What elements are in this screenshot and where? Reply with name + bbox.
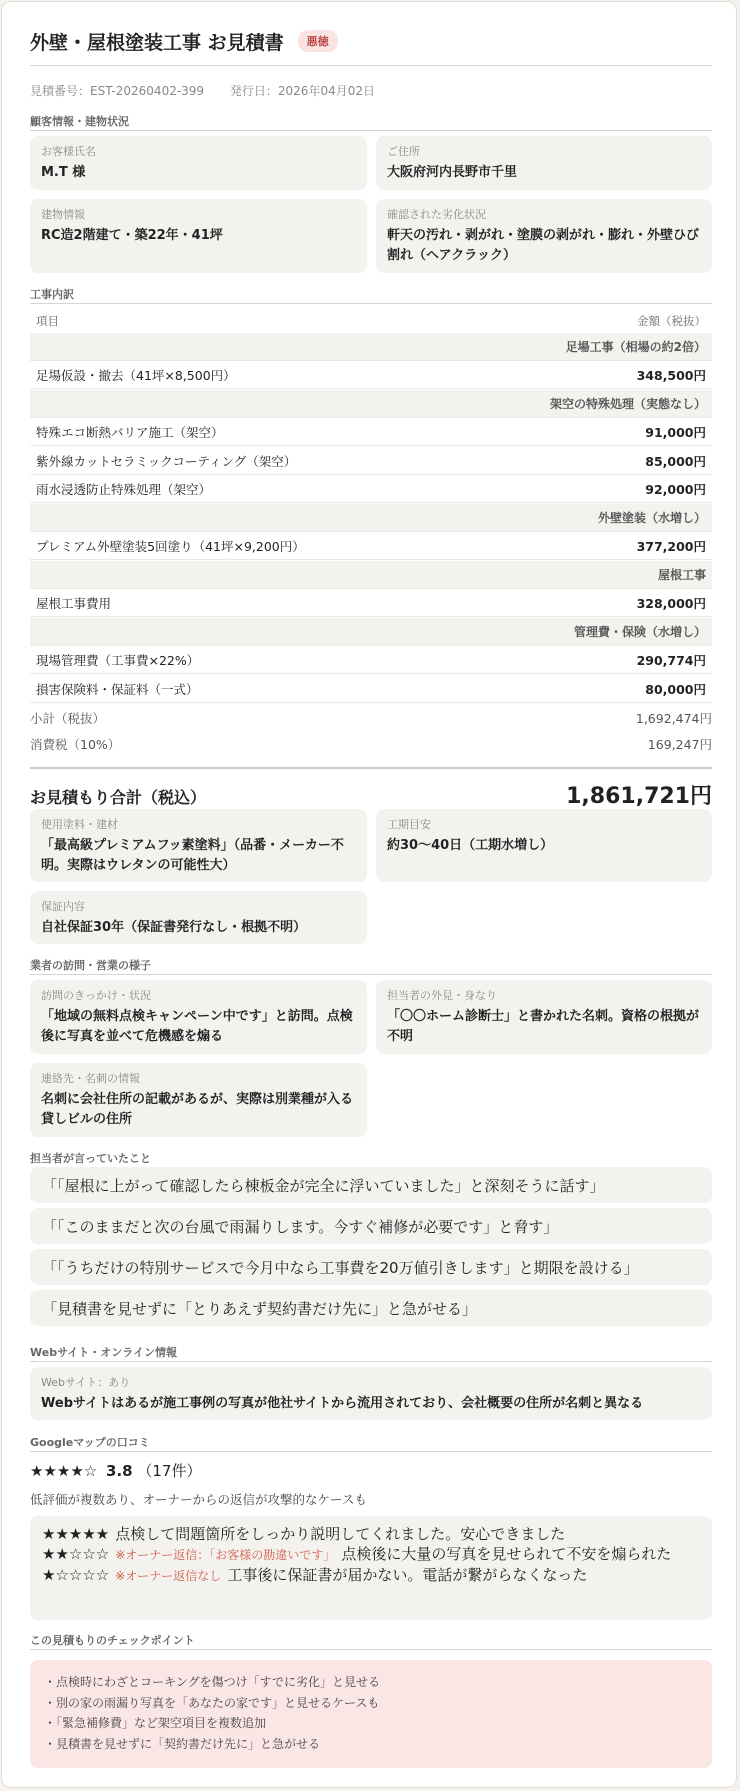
building-value: RC造2階建て・築22年・41坪 (41, 228, 223, 243)
period-value: 約30〜40日（工期水増し） (387, 838, 554, 853)
statement-item: 「見積書を見せずに「とりあえず契約書だけ先に」と急がせる」 (30, 1290, 712, 1326)
subtotal-row (30, 706, 712, 730)
table-row (30, 361, 712, 389)
statement-item: 「「このままだと次の台風で雨漏りします。今すぐ補修が必要です」と脅す」 (30, 1208, 712, 1244)
item-label: 足場仮設・撤去（41坪×8,500円） (36, 367, 236, 383)
section-checkpoints-label: この見積もりのチェックポイント (30, 1634, 195, 1647)
table-row-category (30, 390, 712, 418)
owner-reply: ※オーナー返信：「お客様の勘違いです」 (115, 1548, 336, 1562)
rating-stars: ★★★★☆ (30, 1462, 98, 1480)
statement-item: 「「屋根に上がって確認したら棟板金が完全に浮いていました」と深刻そうに話す」 (30, 1167, 712, 1203)
divider (30, 130, 712, 131)
divider (30, 65, 712, 66)
appearance-box (376, 980, 712, 1054)
review-item (42, 1565, 700, 1586)
warranty-value: 自社保証30年（保証書発行なし・根拠不明） (41, 920, 307, 935)
estimate-card (1, 1, 737, 1788)
divider (30, 767, 712, 769)
col-amount-header: 金額（税抜） (637, 313, 706, 328)
address-box (376, 136, 712, 190)
table-row (30, 532, 712, 560)
total-row (30, 779, 712, 810)
total-value: 1,861,721円 (566, 784, 712, 809)
estimate-meta (30, 82, 397, 99)
reviews-list (30, 1516, 712, 1620)
rating-score: 3.8 (106, 1462, 133, 1480)
review-stars: ★★☆☆☆ (42, 1545, 110, 1563)
address-value: 大阪府河内長野市千里 (387, 165, 518, 180)
checkpoint-item: ・見積書を見せずに「契約書だけ先に」と急がせる (44, 1736, 321, 1751)
building-label: 建物情報 (41, 208, 85, 221)
tax-row (30, 732, 712, 756)
customer-name-value: M.T 様 (41, 165, 86, 180)
contact-box (30, 1063, 367, 1137)
owner-reply: ※オーナー返信なし (115, 1569, 222, 1583)
item-amount: 290,774円 (636, 652, 706, 668)
tax-value: 169,247円 (647, 737, 712, 752)
table-row (30, 418, 712, 446)
category-label: 外壁塗装（水増し） (597, 511, 706, 525)
item-label: 損害保険料・保証料（一式） (36, 681, 199, 697)
table-row-category (30, 333, 712, 361)
checkpoint-item: ・「緊急補修費」など架空項目を複数追加 (44, 1716, 267, 1730)
item-amount: 328,000円 (636, 595, 706, 611)
review-stars: ★★★★★ (42, 1525, 110, 1543)
checkpoint-item: ・別の家の雨漏り写真を「あなたの家です」と見せるケースも (44, 1695, 380, 1710)
review-text: 点検して問題箇所をしっかり説明してくれました。安心できました (115, 1525, 566, 1543)
item-amount: 92,000円 (645, 481, 706, 497)
paint-value: 「最高級プレミアムフッ素塗料」（品番・メーカー不明。実際はウレタンの可能性大） (41, 838, 344, 873)
category-label: 足場工事（相場の約2倍） (565, 340, 706, 354)
item-amount: 85,000円 (645, 453, 706, 469)
item-label: 紫外線カットセラミックコーティング（架空） (36, 453, 297, 469)
page-title: 外壁・屋根塗装工事 お見積書 (30, 31, 284, 54)
title-row (30, 26, 338, 56)
building-box (30, 199, 367, 273)
item-label: 特殊エコ断熱バリア施工（架空） (36, 424, 224, 440)
statement-item: 「「うちだけの特別サービスで今月中なら工事費を20万値引きします」と期限を設ける」 (30, 1249, 712, 1285)
section-statements-label: 担当者が言っていたこと (30, 1152, 151, 1165)
table-row (30, 475, 712, 503)
section-google-label: Googleマップの口コミ (30, 1436, 150, 1449)
customer-name-label: お客様氏名 (41, 145, 96, 158)
item-label: 雨水浸透防止特殊処理（架空） (36, 481, 212, 497)
warranty-label: 保証内容 (41, 900, 85, 913)
period-label: 工期目安 (387, 818, 431, 831)
damage-box (376, 199, 712, 273)
divider (30, 1361, 712, 1362)
paint-box (30, 809, 367, 882)
divider (30, 1649, 712, 1650)
customer-name-box (30, 136, 367, 190)
damage-value: 軒天の汚れ・剥がれ・塗膜の剥がれ・膨れ・外壁ひび割れ（ヘアクラック） (387, 228, 700, 263)
table-row-category (30, 618, 712, 646)
category-label: 架空の特殊処理（実態なし） (549, 397, 706, 411)
review-item (42, 1524, 700, 1544)
table-row (30, 589, 712, 617)
visit-trigger-box (30, 980, 367, 1054)
table-row (30, 675, 712, 703)
issue-date: 発行日：2026年04月02日 (229, 84, 375, 98)
contact-value: 名刺に会社住所の記載があるが、実際は別業種が入る貸しビルの住所 (41, 1092, 354, 1127)
visit-trigger-label: 訪問のきっかけ・状況 (41, 989, 151, 1002)
rating-note: 低評価が複数あり、オーナーからの返信が攻撃的なケースも (30, 1492, 367, 1507)
item-label: 屋根工事費用 (36, 595, 112, 611)
category-label: 管理費・保険（水増し） (573, 625, 706, 639)
website-label: Webサイト：あり (41, 1376, 131, 1389)
rating-count: （17件） (137, 1462, 202, 1480)
rating-summary (30, 1460, 201, 1481)
divider (30, 1451, 712, 1452)
tax-label: 消費税（10%） (30, 737, 121, 752)
item-amount: 91,000円 (645, 424, 706, 440)
subtotal-value: 1,692,474円 (635, 711, 712, 726)
section-breakdown-label: 工事内訳 (30, 288, 74, 301)
review-text: 工事後に保証書が届かない。電話が繋がらなくなった (227, 1566, 588, 1584)
contact-label: 連絡先・名刺の情報 (41, 1072, 140, 1085)
appearance-value: 「〇〇ホーム診断士」と書かれた名刺。資格の根拠が不明 (387, 1009, 700, 1044)
section-customer-label: 顧客情報・建物状況 (30, 115, 129, 128)
checkpoint-item: ・点検時にわざとコーキングを傷つけ「すでに劣化」と見せる (44, 1675, 381, 1689)
item-amount: 348,500円 (636, 367, 706, 383)
review-stars: ★☆☆☆☆ (42, 1566, 110, 1584)
item-amount: 377,200円 (636, 538, 706, 554)
table-row (30, 646, 712, 674)
category-label: 屋根工事 (657, 568, 706, 582)
website-value: Webサイトはあるが施工事例の写真が他社サイトから流用されており、会社概要の住所が名刺と異なる (41, 1396, 644, 1411)
table-row (30, 447, 712, 475)
estimate-number: 見積番号：EST-20260402-399 (30, 84, 205, 98)
appearance-label: 担当者の外見・身なり (387, 989, 497, 1002)
item-label: プレミアム外壁塗装5回塗り（41坪×9,200円） (36, 538, 305, 554)
review-text: 点検後に大量の写真を見せられて不安を煽られた (341, 1545, 672, 1563)
address-label: ご住所 (387, 145, 420, 158)
section-visit-label: 業者の訪問・営業の様子 (30, 959, 151, 972)
warranty-box (30, 891, 367, 944)
review-item (42, 1544, 700, 1565)
section-website-label: Webサイト・オンライン情報 (30, 1346, 177, 1359)
divider (30, 974, 712, 975)
table-row-category (30, 504, 712, 532)
item-amount: 80,000円 (645, 681, 706, 697)
checkpoints-box (30, 1660, 712, 1768)
divider (30, 303, 712, 304)
subtotal-label: 小計（税抜） (30, 711, 106, 726)
paint-label: 使用塗料・建材 (41, 818, 118, 831)
damage-label: 確認された劣化状況 (387, 208, 486, 221)
total-label: お見積もり合計（税込） (30, 788, 207, 807)
col-item-header: 項目 (36, 313, 59, 328)
table-header (30, 308, 712, 334)
item-label: 現場管理費（工事費×22%） (36, 652, 200, 668)
table-row-category (30, 561, 712, 589)
period-box (376, 809, 712, 882)
status-badge: 悪徳 (298, 30, 338, 52)
visit-trigger-value: 「地域の無料点検キャンペーン中です」と訪問。点検後に写真を並べて危機感を煽る (41, 1009, 353, 1044)
website-box (30, 1367, 712, 1420)
